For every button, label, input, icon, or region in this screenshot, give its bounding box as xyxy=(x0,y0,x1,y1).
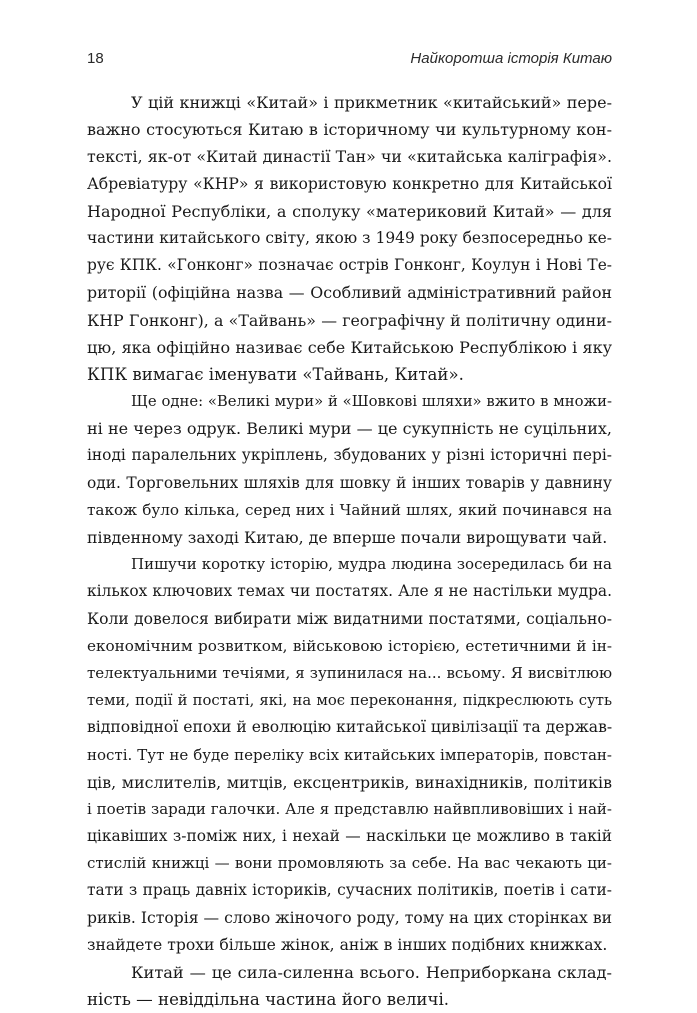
text-line: Народної Республіки, а сполуку «материковий Китай» — для xyxy=(87,201,612,221)
page-number: 18 xyxy=(87,50,104,67)
text-line: відповідної епохи й еволюцію китайської цивілізації та держав- xyxy=(87,718,612,737)
text-line: важно стосуються Китаю в історичному чи культурному кон- xyxy=(87,120,612,140)
text-line: і поетів заради галочки. Але я представлю найвпливовіших і най- xyxy=(87,799,612,818)
paragraph-2 xyxy=(87,388,612,551)
paragraph-1 xyxy=(87,89,612,388)
text-line: Пишучи коротку історію, мудра людина зосередилась би на xyxy=(131,555,612,574)
text-line: оди. Торговельних шляхів для шовку й інших товарів у давнину xyxy=(87,473,612,492)
body-text xyxy=(87,89,612,1013)
text-line: У цій книжці «Китай» і прикметник «китайський» пере- xyxy=(131,93,612,112)
text-line: теми, події й постаті, які, на моє переконання, підкреслюють суть xyxy=(87,692,612,710)
text-line: ність — невіддільна частина його величі. xyxy=(87,990,450,1010)
text-line: Коли довелося вибирати між видатними постатями, соціально- xyxy=(87,609,612,628)
text-line: іноді паралельних укріплень, збудованих у різні історичні пері- xyxy=(87,446,612,465)
text-line: ності. Тут не буде переліку всіх китайських імператорів, повстан- xyxy=(87,745,612,764)
text-line: Ще одне: «Великі мури» й «Шовкові шляхи» вжито в множи- xyxy=(131,393,612,411)
text-line: риторії (офіційна назва — Особливий адміністративний район xyxy=(87,283,612,303)
text-line: Китай — це сила-силенна всього. Неприборкана склад- xyxy=(131,963,612,982)
text-line: Абревіатуру «КНР» я використовую конкретно для Китайської xyxy=(87,174,612,193)
page-header xyxy=(87,50,612,76)
text-line: частини китайського світу, якою з 1949 року безпосередньо ке- xyxy=(87,228,612,247)
text-line: ні не через одрук. Великі мури — це сукупність не суцільних, xyxy=(87,419,612,439)
paragraph-3 xyxy=(87,551,612,959)
text-line: тати з праць давніх істориків, сучасних політиків, поетів і сати- xyxy=(87,881,612,900)
text-line: цю, яка офіційно називає себе Китайською Республікою і яку xyxy=(87,337,612,357)
text-line: південному заході Китаю, де вперше почали вирощувати чай. xyxy=(87,528,608,547)
text-line: ців, мислителів, митців, ексцентриків, винахідників, політиків xyxy=(87,772,612,792)
text-line: КНР Гонконг), а «Тайвань» — географічну й політичну одини- xyxy=(87,310,612,330)
text-line: економічним розвитком, військовою історією, естетичними й ін- xyxy=(87,636,612,655)
text-line: кількох ключових темах чи постатях. Але я не настільки мудра. xyxy=(87,582,612,601)
text-line: знайдете трохи більше жінок, аніж в інших подібних книжках. xyxy=(87,935,608,954)
text-line: тексті, як-от «Китай династії Тан» чи «китайська каліграфія». xyxy=(87,147,612,167)
text-line: стислій книжці — вони промовляють за себе. На вас чекають ци- xyxy=(87,854,612,873)
text-line: КПК вимагає іменувати «Тайвань, Китай». xyxy=(87,364,464,384)
paragraph-4 xyxy=(87,959,612,1013)
text-line: цікавіших з-поміж них, і нехай — наскільки це можливо в такій xyxy=(87,827,612,846)
text-line: риків. Історія — слово жіночого роду, тому на цих сторінках ви xyxy=(87,908,612,927)
running-title: Найкоротша історія Китаю xyxy=(410,50,612,67)
text-line: також було кілька, серед них і Чайний шлях, який починався на xyxy=(87,500,612,519)
text-line: рує КПК. «Гонконг» позначає острів Гонконг, Коулун і Нові Те- xyxy=(87,256,612,275)
text-line: телектуальними течіями, я зупинилася на... всьому. Я висвітлюю xyxy=(87,663,612,682)
